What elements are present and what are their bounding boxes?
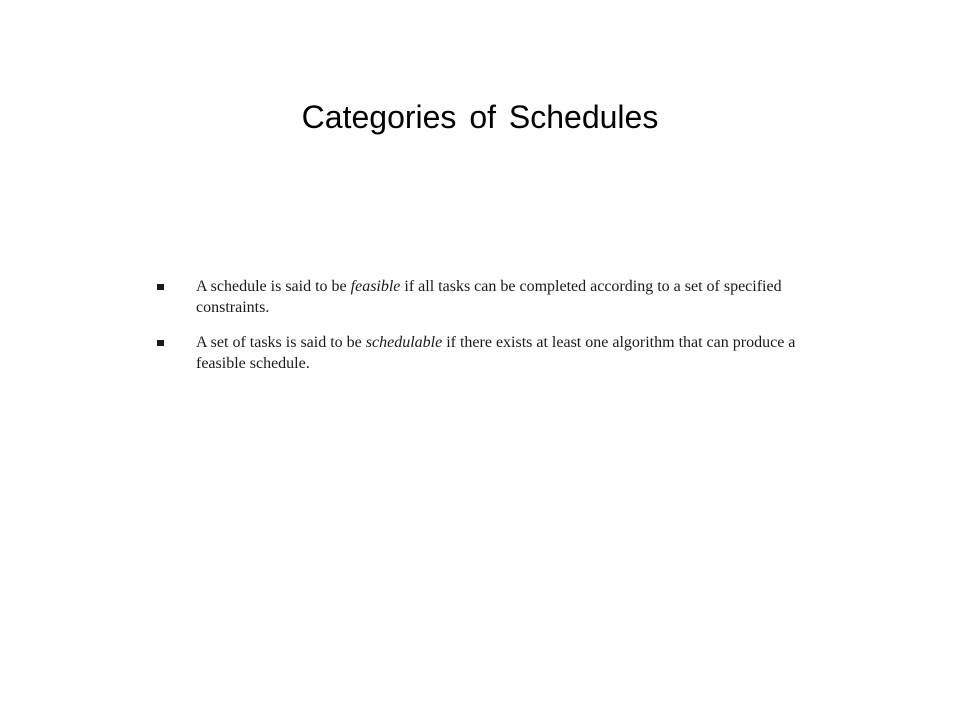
bullet-item-feasible: [152, 276, 802, 318]
bullet-item-schedulable: [152, 332, 802, 374]
bullet-emphasis: schedulable: [365, 334, 443, 351]
bullet-list: [152, 276, 802, 388]
bullet-text: [196, 334, 795, 372]
square-bullet-icon: [157, 340, 164, 346]
bullet-text-before: A set of tasks is said to be: [196, 334, 366, 351]
bullet-text-after: if there exists at least one algorithm that can produce a feasible schedule.: [196, 334, 796, 372]
bullet-text-after: if all tasks can be completed according to a set of specified constraints.: [196, 278, 782, 316]
bullet-text: [196, 278, 782, 316]
bullet-text-before: A schedule is said to be: [196, 278, 351, 295]
slide-title: Categories of Schedules: [301, 99, 659, 135]
square-bullet-icon: [157, 284, 164, 290]
bullet-emphasis: feasible: [350, 278, 401, 295]
